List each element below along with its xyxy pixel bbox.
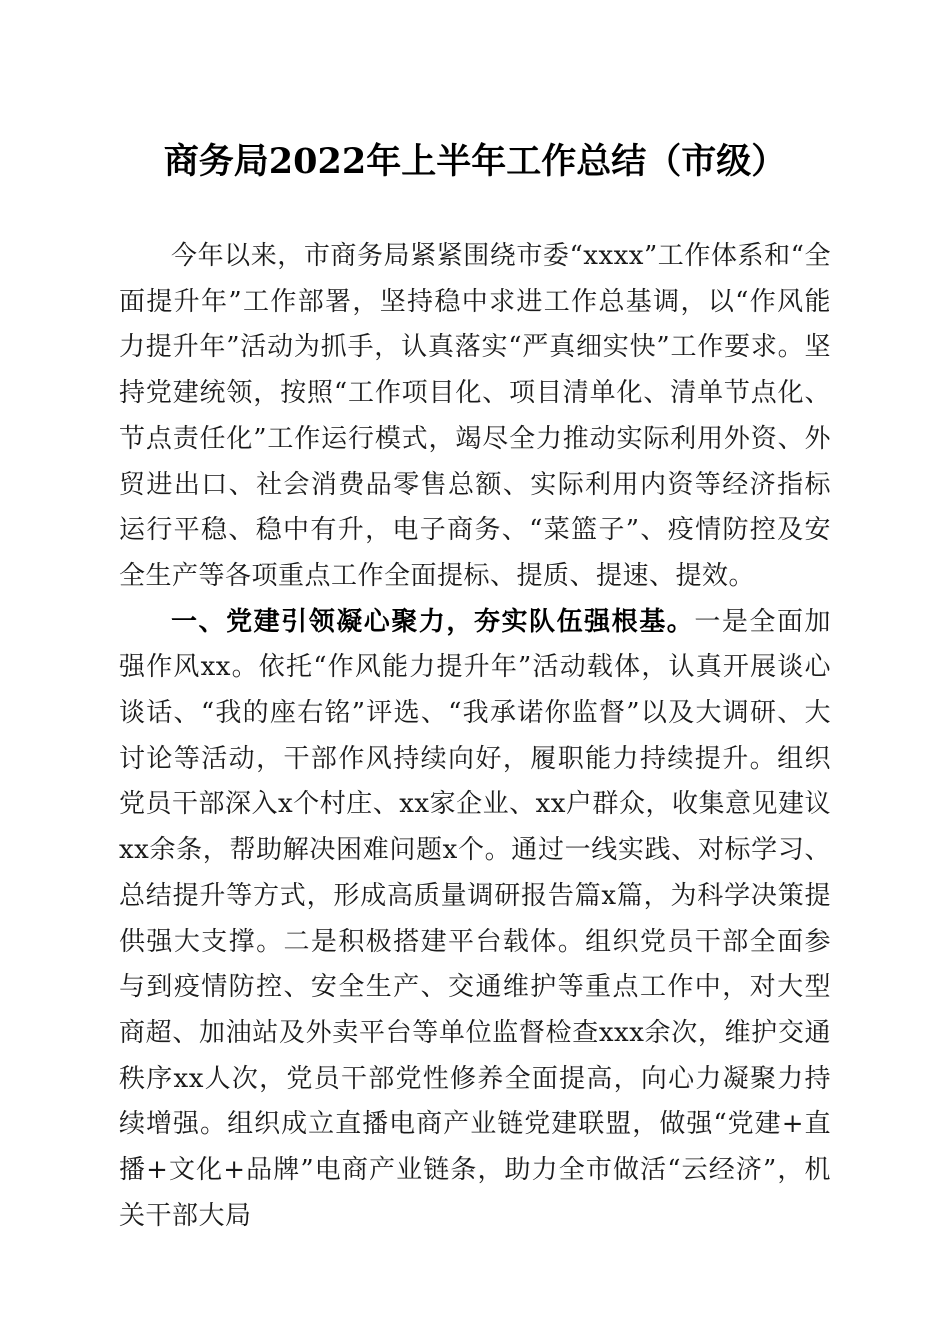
section-one-heading: 一、党建引领凝心聚力，夯实队伍强根基。 (171, 606, 695, 637)
section-one-text: 一是全面加强作风xx。依托“作风能力提升年”活动载体，认真开展谈心谈话、“我的座右铭”评选、“我承诺你监督”以及大调研、大讨论等活动，干部作风持续向好，履职能力持续提升。组织党员干部深入x个村庄、xx家企业、xx户群众，收集意见建议xx余条，帮助解决困难问题x个。通过一线实践、对标学习、总结提升等方式，形成高质量调研报告篇x篇，为科学决策提供强大支撑。二是积极搭建平台载体。组织党员干部全面参与到疫情防控、安全生产、交通维护等重点工作中，对大型商超、加油站及外卖平台等单位监督检查xxx余次，维护交通秩序xx人次，党员干部党性修养全面提高，向心力凝聚力持续增强。组织成立直播电商产业链党建联盟，做强“党建+直播+文化+品牌”电商产业链条，助力全市做活“云经济”，机关干部大局 (119, 606, 831, 1231)
document-body (119, 234, 831, 1239)
intro-paragraph: 今年以来，市商务局紧紧围绕市委“xxxx”工作体系和“全面提升年”工作部署，坚持稳中求进工作总基调，以“作风能力提升年”活动为抓手，认真落实“严真细实快”工作要求。坚持党建统领，按照“工作项目化、项目清单化、清单节点化、节点责任化”工作运行模式，竭尽全力推动实际利用外资、外贸进出口、社会消费品零售总额、实际利用内资等经济指标运行平稳、稳中有升，电子商务、“菜篮子”、疫情防控及安全生产等各项重点工作全面提标、提质、提速、提效。 (119, 241, 831, 591)
section-one-paragraph (119, 600, 831, 1240)
document-title: 商务局2022年上半年工作总结（市级） (163, 141, 787, 182)
